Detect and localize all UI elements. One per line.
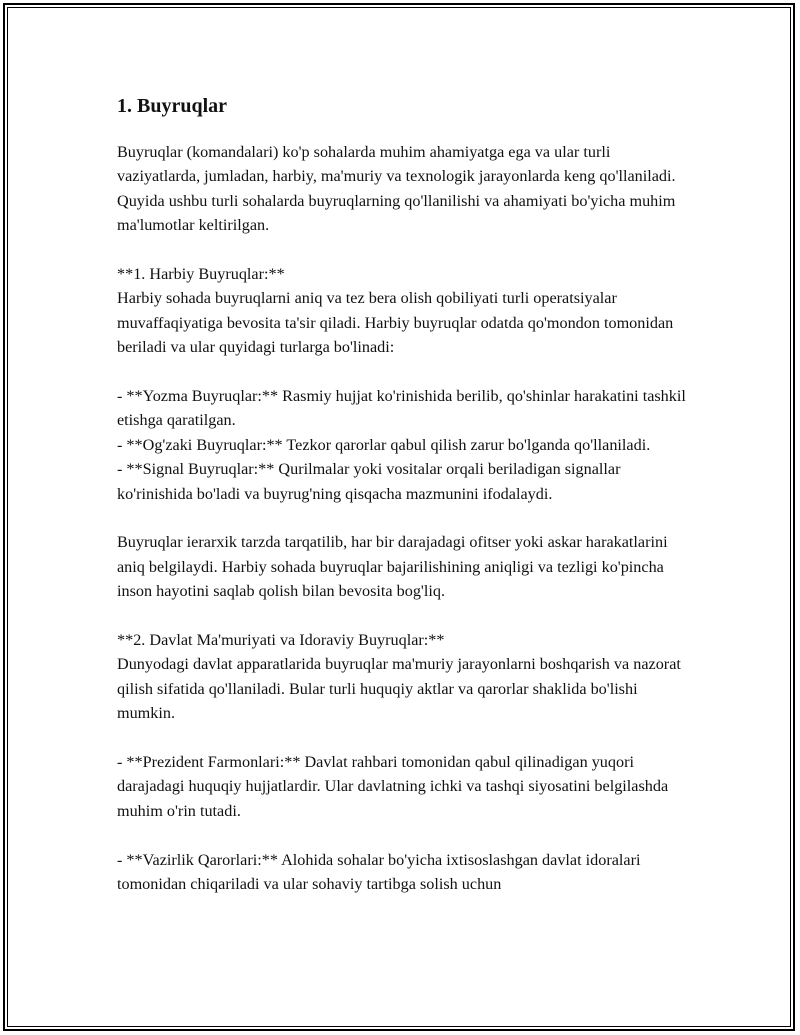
presidential-decrees-item: - **Prezident Farmonlari:** Davlat rahbari tomonidan qabul qilinadigan yuqori darajadagi huquqiy hujjatlardir. Ular davlatning ichki va tashqi siyosatini belgilashda muhim o'rin tutadi. (117, 753, 673, 820)
document-body (117, 92, 697, 921)
section-heading: 1. Buyruqlar (117, 95, 228, 117)
state-administration-paragraph: **2. Davlat Ma'muriyati va Idoraviy Buyruqlar:** Dunyodagi davlat apparatlarida buyruqlar ma'muriy jarayonlarni boshqarish va nazorat qilish sifatida qo'llaniladi. Bular turli huquqiy aktlar va qarorlar shaklida bo'lishi mumkin. (117, 631, 681, 723)
hierarchy-paragraph: Buyruqlar ierarxik tarzda tarqatilib, har bir darajadagi ofitser yoki askar harakatlarini aniq belgilaydi. Harbiy sohada buyruqlar bajarilishining aniqligi va tezligi ko'pincha inson hayotini saqlab qolish bilan bevosita bog'liq. (117, 533, 672, 601)
military-command-types-list: - **Yozma Buyruqlar:** Rasmiy hujjat ko'rinishida berilib, qo'shinlar harakatini tashkil etishga qaratilgan. - **Og'zaki Buyruqlar:** Tezkor qarorlar qabul qilish zarur bo'lganda qo'llaniladi. - **Signal Buyruqlar:** Qurilmalar yoki vositalar orqali beriladigan signallar ko'rinishida bo'ladi va buyrug'ning qisqacha mazmunini ifodalaydi. (117, 387, 686, 503)
intro-paragraph: Buyruqlar (komandalari) ko'p sohalarda muhim ahamiyatga ega va ular turli vaziyatlarda, jumladan, harbiy, ma'muriy va texnologik jarayonlarda keng qo'llaniladi. Quyida ushbu turli sohalarda buyruqlarning qo'llanilishi va ahamiyati bo'yicha muhim ma'lumotlar keltirilgan. (117, 143, 680, 235)
ministry-decisions-item: - **Vazirlik Qarorlari:** Alohida sohalar bo'yicha ixtisoslashgan davlat idoralari tomonidan chiqariladi va ular sohaviy tartibga solish uchun (117, 850, 645, 894)
military-commands-paragraph: **1. Harbiy Buyruqlar:** Harbiy sohada buyruqlarni aniq va tez bera olish qobiliyati turli operatsiyalar muvaffaqiyatiga bevosita ta'sir qiladi. Harbiy buyruqlar odatda qo'mondon tomonidan beriladi va ular quyidagi turlarga bo'linadi: (117, 265, 674, 357)
